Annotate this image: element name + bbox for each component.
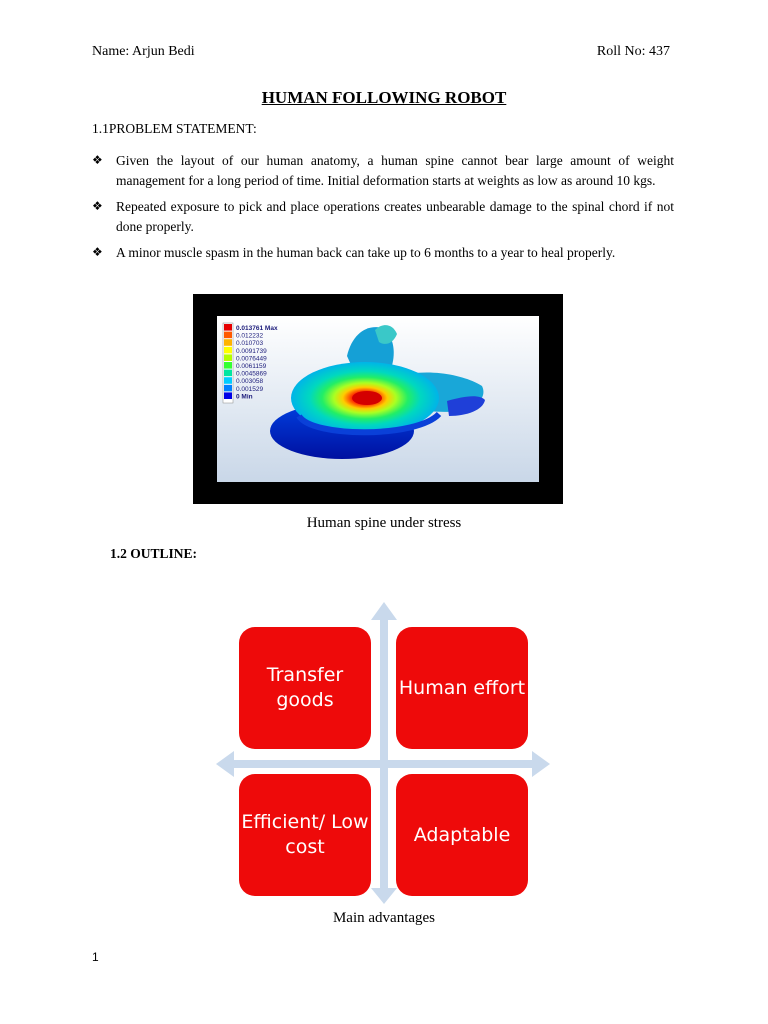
legend-swatch [224, 324, 232, 331]
box-human-effort: Human effort [396, 627, 528, 749]
legend-label: 0.0091739 [236, 347, 267, 355]
section-heading-problem: 1.1PROBLEM STATEMENT: [92, 121, 257, 136]
legend-swatch [224, 385, 232, 392]
spine-stress-figure [193, 294, 563, 504]
bullet-diamond-icon: ❖ [92, 245, 103, 259]
bullet-diamond-icon: ❖ [92, 199, 103, 213]
legend-swatch [224, 332, 232, 339]
figure-caption-spine: Human spine under stress [306, 515, 462, 531]
advantages-diagram [212, 598, 552, 904]
bullet-item [92, 243, 674, 263]
legend-label: 0.013761 Max [236, 325, 278, 332]
legend-swatch [224, 347, 232, 354]
box-efficient-low-cost: Efficient/ Low cost [239, 774, 371, 896]
legend-swatch [224, 362, 232, 369]
bullet-text: Repeated exposure to pick and place operations creates unbearable damage to the spinal chord if not done properly. [116, 199, 674, 234]
bullet-text: Given the layout of our human anatomy, a human spine cannot bear large amount of weight management for a long period of time. Initial deformation starts at weights as low as around 10 kgs. [116, 153, 674, 188]
bullet-text: A minor muscle spasm in the human back can take up to 6 months to a year to heal properly. [116, 245, 616, 260]
diagram-caption: Main advantages [332, 910, 436, 926]
legend-swatch [224, 392, 232, 399]
spine-stress-image [217, 316, 539, 482]
legend-swatch [224, 370, 232, 377]
bullet-item [92, 151, 674, 190]
legend-label: 0.0076449 [236, 355, 267, 363]
legend-swatch [224, 377, 232, 384]
legend-label: 0.001529 [236, 385, 264, 393]
box-adaptable: Adaptable [396, 774, 528, 896]
page-title: HUMAN FOLLOWING ROBOT [261, 88, 507, 107]
legend-label: 0.0045869 [236, 370, 267, 378]
section-heading-outline: 1.2 OUTLINE: [110, 546, 198, 561]
box-transfer-goods: Transfer goods [239, 627, 371, 749]
legend-swatch [224, 354, 232, 361]
roll-number: Roll No: 437 [596, 44, 670, 59]
bullet-diamond-icon: ❖ [92, 153, 103, 167]
bullet-item [92, 197, 674, 236]
legend-label: 0.003058 [236, 378, 264, 386]
legend-label: 0 Min [236, 393, 253, 401]
legend-label: 0.0061159 [236, 363, 267, 370]
author-name: Name: Arjun Bedi [92, 44, 195, 59]
legend-label: 0.012232 [236, 332, 264, 340]
legend-swatch [224, 339, 232, 346]
problem-bullet-list [92, 151, 674, 270]
page-number: 1 [92, 950, 99, 964]
legend-label: 0.010703 [236, 340, 264, 348]
